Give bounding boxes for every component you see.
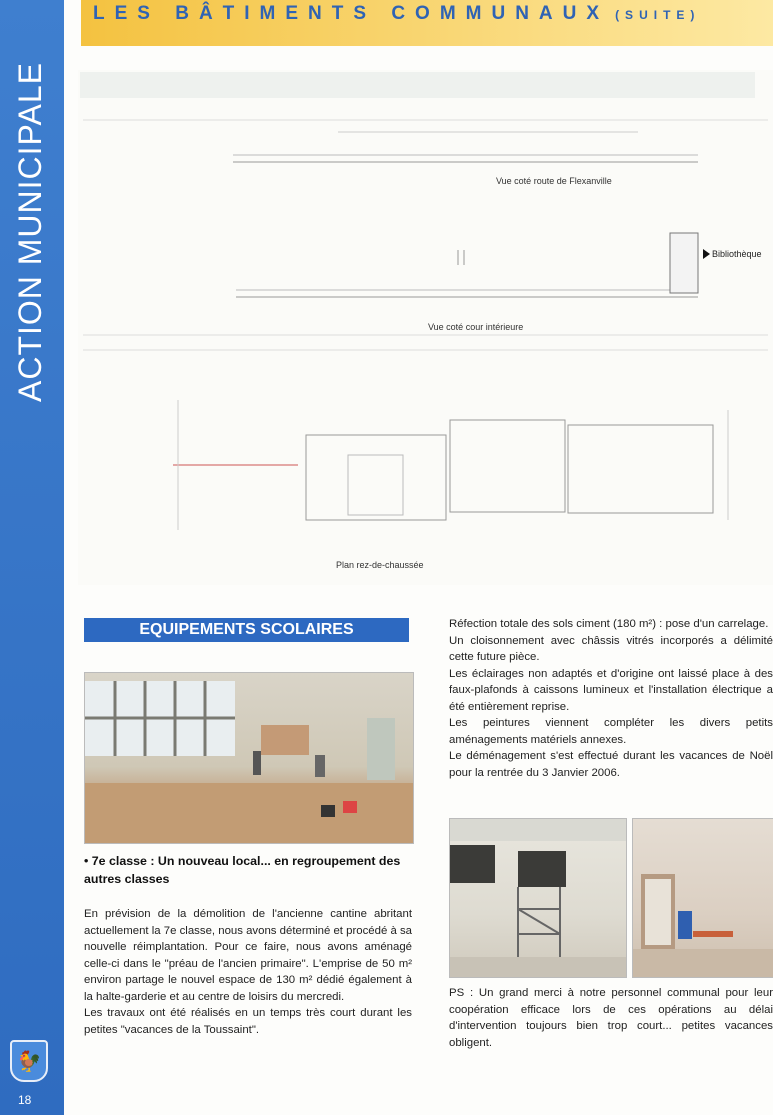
floor-2 — [450, 957, 626, 977]
plan-top-band — [80, 72, 755, 98]
floor-3 — [633, 949, 773, 977]
worker-2 — [315, 755, 325, 777]
bibliotheque-label: Bibliothèque — [712, 249, 762, 259]
room-photo-drawing — [633, 819, 773, 977]
article-subhead: • 7e classe : Un nouveau local... en regroupement des autres classes — [84, 854, 401, 886]
left-column-text — [84, 906, 412, 1038]
rooster-logo-icon: 🐓 — [10, 1040, 48, 1082]
right-paragraph-3: Les éclairages non adaptés et d'origine ont laissé place à des faux-plafonds à caissons lumineux et l'installation électrique a été entièrement reprise. — [449, 667, 773, 713]
sidebar-title: ACTION MUNICIPALE — [12, 62, 48, 402]
sidebar — [0, 0, 64, 1115]
ground-floor-plan — [173, 400, 728, 530]
right-paragraph-2: Un cloisonnement avec châssis vitrés incorporés a délimité cette future pièce. — [449, 634, 773, 663]
table — [693, 931, 733, 937]
classroom-photo-drawing — [85, 673, 413, 843]
classroom-photo — [84, 672, 414, 844]
right-paragraph-1: Réfection totale des sols ciment (180 m²) : pose d'un carrelage. — [449, 618, 769, 630]
scaffold-photo-drawing — [450, 819, 626, 977]
plans-drawing — [78, 70, 773, 585]
door — [367, 718, 395, 780]
caption-vue-route: Vue coté route de Flexanville — [496, 176, 612, 186]
red-bucket — [343, 801, 357, 813]
room-door-inner — [645, 879, 671, 945]
worker-1 — [253, 751, 261, 775]
arrow-icon — [703, 249, 710, 259]
bucket — [321, 805, 335, 817]
page-title-suite: (SUITE) — [615, 8, 701, 22]
right-column-text — [449, 616, 773, 781]
caption-plan-rdc: Plan rez-de-chaussée — [336, 560, 424, 570]
right-paragraph-5: Le déménagement s'est effectué durant les vacances de Noël pour la rentrée du 3 Janvier 2006. — [449, 750, 773, 779]
page-number: 18 — [18, 1093, 32, 1107]
section-banner: EQUIPEMENTS SCOLAIRES — [84, 618, 409, 642]
left-paragraph-2: Les travaux ont été réalisés en un temps très court durant les petites "vacances de la Toussaint". — [84, 1007, 412, 1036]
ceiling — [450, 819, 626, 841]
blue-bin — [678, 911, 692, 939]
floor — [85, 783, 413, 843]
scaffold — [518, 887, 560, 959]
page-title-text: LES BÂTIMENTS COMMUNAUX — [93, 3, 610, 24]
scaffold-photo — [449, 818, 627, 978]
header-banner — [81, 0, 773, 46]
architectural-plans — [78, 70, 773, 585]
window-2 — [518, 851, 566, 887]
room-photo — [632, 818, 773, 978]
window-1 — [450, 845, 495, 883]
left-paragraph-1: En prévision de la démolition de l'ancienne cantine abritant actuellement la 7e classe, nous avons déterminé et procédé à sa nouvelle réimplantation. Pour ce faire, nous avons aménagé celle-ci dans le "préau de l'ancien primaire". L'emprise de 50 m² environ partage le nouvel espace de 130 m² dédié également à la halte-garderie et au centre de loisirs du mercredi. — [84, 908, 412, 1003]
right-paragraph-4: Les peintures viennent compléter les divers petits aménagements matériels annexes. — [449, 717, 773, 746]
elevation-2 — [236, 233, 698, 297]
page-title — [93, 3, 700, 25]
ps-text: PS : Un grand merci à notre personnel communal pour leur coopération efficace lors de ces opérations au délai d'intervention toujours bien trop court... petites vacances obligent. — [449, 987, 773, 1049]
caption-vue-cour: Vue coté cour intérieure — [428, 322, 524, 332]
elevation-1 — [233, 132, 698, 162]
board — [261, 725, 309, 755]
